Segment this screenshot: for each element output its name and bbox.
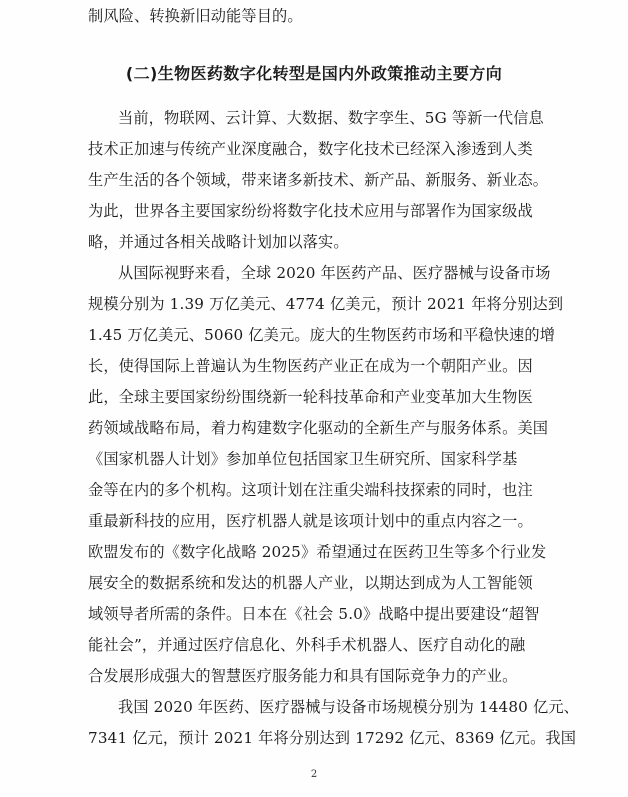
text-line: 略，并通过各相关战略计划加以落实。 [88,233,349,251]
text-line: 1.45 万亿美元、5060 亿美元。庞大的生物医药市场和平稳快速的增 [88,326,556,344]
text-line: 重最新科技的应用，医疗机器人就是该项计划中的重点内容之一。 [88,512,533,530]
text-line: 规模分别为 1.39 万亿美元、4774 亿美元，预计 2021 年将分别达到 [88,295,564,313]
text-line: 欧盟发布的《数字化战略 2025》希望通过在医药卫生等多个行业发 [88,543,547,561]
text-line: 此，全球主要国家纷纷围绕新一轮科技革命和产业变革加大生物医 [88,388,533,406]
text-line: 药领域战略布局，着力构建数字化驱动的全新生产与服务体系。美国 [88,419,549,437]
text-line: 当前，物联网、云计算、大数据、数字孪生、5G 等新一代信息 [118,109,544,127]
text-line: 域领导者所需的条件。日本在《社会 5.0》战略中提出要建设“超智 [88,605,540,623]
text-line: 长，使得国际上普遍认为生物医药产业正在成为一个朝阳产业。因 [88,357,533,375]
text-line: 《国家机器人计划》参加单位包括国家卫生研究所、国家科学基 [88,450,518,468]
text-line: 生产生活的各个领域，带来诸多新技术、新产品、新服务、新业态。 [88,171,549,189]
text-line: 合发展形成强大的智慧医疗服务能力和具有国际竞争力的产业。 [88,667,518,685]
text-line: 金等在内的多个机构。这项计划在注重尖端科技探索的同时，也注 [88,481,533,499]
text-line: 7341 亿元，预计 2021 年将分别达到 17292 亿元、8369 亿元。我国 [88,729,577,747]
section-heading: (二)生物医药数字化转型是国内外政策推动主要方向 [125,64,503,83]
page-number: 2 [310,769,318,780]
text-line: 从国际视野来看，全球 2020 年医药产品、医疗器械与设备市场 [118,264,551,282]
text-line: 我国 2020 年医药、医疗器械与设备市场规模分别为 14480 亿元、 [118,698,579,716]
text-line: 展安全的数据系统和发达的机器人产业，以期达到成为人工智能领 [88,574,533,592]
text-line: 技术正加速与传统产业深度融合，数字化技术已经深入渗透到人类 [88,140,533,158]
text-line: 制风险、转换新旧动能等目的。 [88,7,303,25]
text-line: 为此，世界各主要国家纷纷将数字化技术应用与部署作为国家级战 [88,202,533,220]
text-line: 能社会”，并通过医疗信息化、外科手术机器人、医疗自动化的融 [88,636,526,654]
